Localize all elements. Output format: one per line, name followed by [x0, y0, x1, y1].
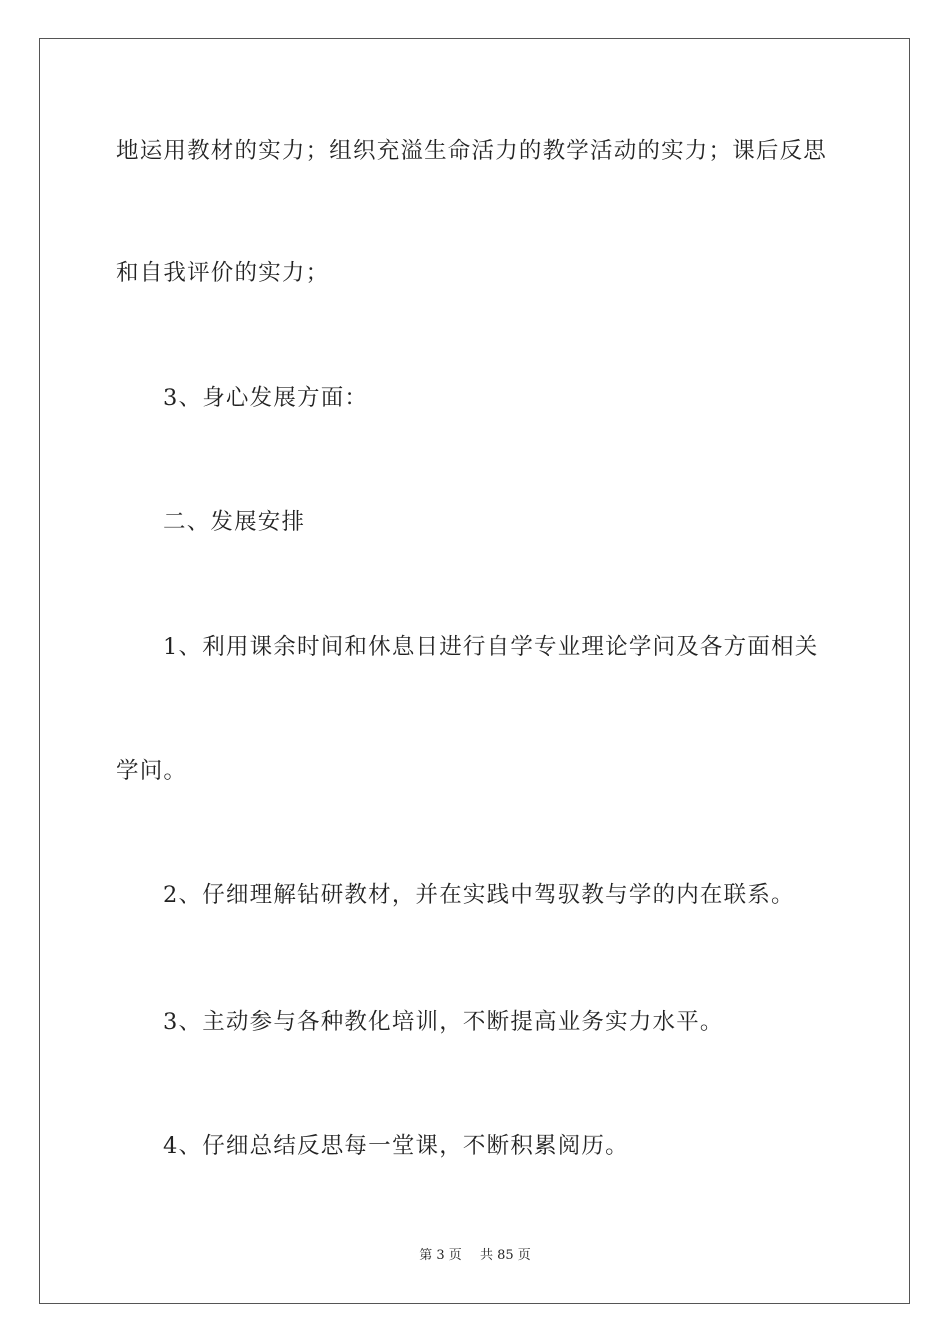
- page-number: 第 3 页: [419, 1248, 462, 1263]
- body-line-8: 3、主动参与各种教化培训，不断提高业务实力水平。: [163, 1009, 724, 1035]
- body-line-5: 1、利用课余时间和休息日进行自学专业理论学问及各方面相关: [163, 634, 819, 660]
- body-line-1: 地运用教材的实力；组织充溢生命活力的教学活动的实力；课后反思: [116, 138, 828, 164]
- page-footer: [0, 1247, 950, 1265]
- body-line-7: 2、仔细理解钻研教材，并在实践中驾驭教与学的内在联系。: [163, 882, 795, 908]
- body-line-6: 学问。: [116, 758, 188, 784]
- page-frame: [39, 38, 910, 1304]
- body-line-9: 4、仔细总结反思每一堂课，不断积累阅历。: [163, 1133, 629, 1159]
- body-line-2: 和自我评价的实力；: [116, 260, 330, 286]
- body-line-3: 3、身心发展方面：: [163, 385, 369, 411]
- page-total: 共 85 页: [479, 1248, 531, 1263]
- section-heading: 二、发展安排: [163, 509, 306, 535]
